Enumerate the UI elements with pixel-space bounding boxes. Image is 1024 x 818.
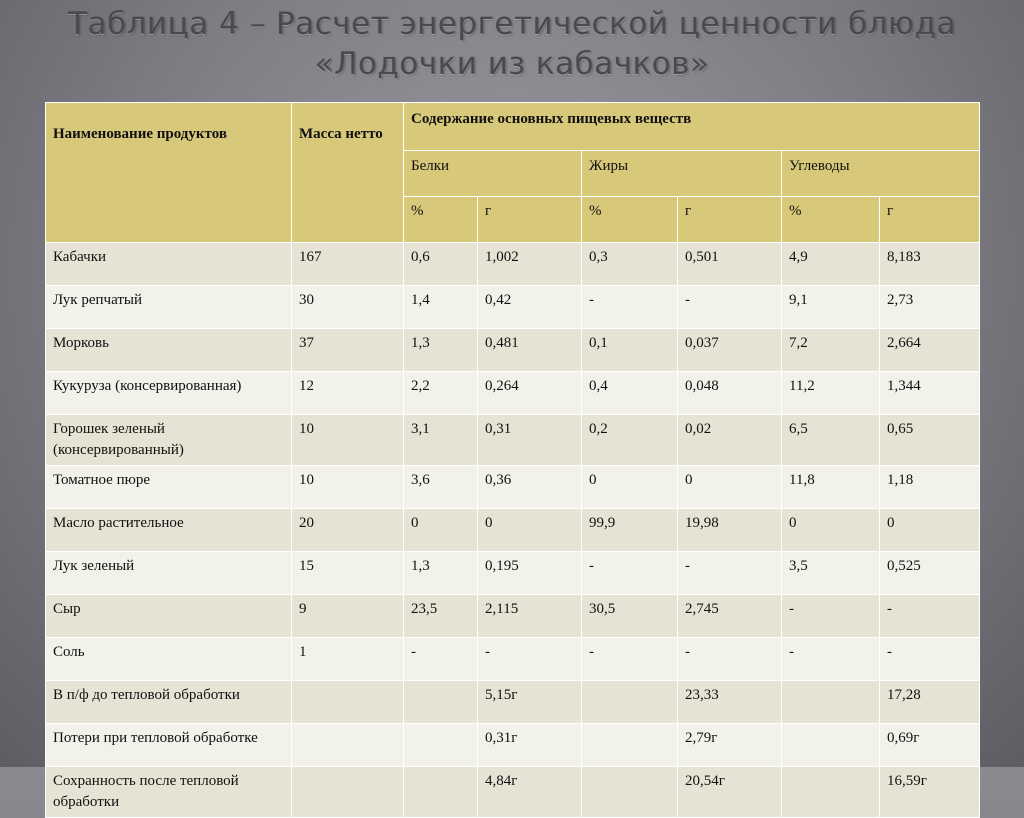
table-row [46, 595, 980, 638]
fats-pct-cell: 0,4 [582, 372, 678, 415]
product-name-cell: В п/ф до тепловой обработки [46, 681, 292, 724]
product-name-cell: Морковь [46, 329, 292, 372]
proteins-pct-cell: 23,5 [404, 595, 478, 638]
fats-g-cell: 23,33 [678, 681, 782, 724]
product-name-cell: Лук репчатый [46, 286, 292, 329]
energy-value-table [45, 102, 979, 810]
carbs-pct-cell [782, 724, 880, 767]
fats-pct-cell [582, 767, 678, 818]
header-proteins-g: г [478, 197, 582, 243]
carbs-pct-cell: 11,8 [782, 466, 880, 509]
carbs-g-cell: - [880, 638, 980, 681]
table-row [46, 681, 980, 724]
carbs-g-cell: - [880, 595, 980, 638]
proteins-pct-cell: 1,3 [404, 552, 478, 595]
carbs-g-cell: 1,344 [880, 372, 980, 415]
fats-g-cell: 0,037 [678, 329, 782, 372]
proteins-g-cell: 0,31г [478, 724, 582, 767]
carbs-pct-cell: 6,5 [782, 415, 880, 466]
title-line-2: «Лодочки из кабачков» [314, 46, 710, 82]
net-mass-cell: 12 [292, 372, 404, 415]
net-mass-cell: 10 [292, 415, 404, 466]
table-row [46, 466, 980, 509]
header-proteins-pct: % [404, 197, 478, 243]
fats-pct-cell: 0,2 [582, 415, 678, 466]
fats-pct-cell: - [582, 286, 678, 329]
proteins-g-cell: 0,195 [478, 552, 582, 595]
net-mass-cell: 37 [292, 329, 404, 372]
carbs-pct-cell: - [782, 638, 880, 681]
header-carbs-g: г [880, 197, 980, 243]
proteins-g-cell: 0,36 [478, 466, 582, 509]
net-mass-cell: 30 [292, 286, 404, 329]
proteins-pct-cell [404, 681, 478, 724]
proteins-g-cell: 0,264 [478, 372, 582, 415]
carbs-pct-cell: 3,5 [782, 552, 880, 595]
proteins-pct-cell: 2,2 [404, 372, 478, 415]
net-mass-cell: 9 [292, 595, 404, 638]
carbs-pct-cell: 9,1 [782, 286, 880, 329]
fats-g-cell: 2,745 [678, 595, 782, 638]
fats-pct-cell: 0,3 [582, 243, 678, 286]
header-product-name: Наименование продуктов [46, 103, 292, 243]
fats-g-cell: 20,54г [678, 767, 782, 818]
carbs-pct-cell: 11,2 [782, 372, 880, 415]
fats-g-cell: 0,501 [678, 243, 782, 286]
table-row [46, 372, 980, 415]
table-row [46, 329, 980, 372]
product-name-cell: Масло растительное [46, 509, 292, 552]
fats-pct-cell: 99,9 [582, 509, 678, 552]
proteins-g-cell: 4,84г [478, 767, 582, 818]
net-mass-cell [292, 724, 404, 767]
table-body [46, 243, 980, 818]
table-row [46, 509, 980, 552]
fats-pct-cell: - [582, 552, 678, 595]
net-mass-cell: 1 [292, 638, 404, 681]
carbs-pct-cell [782, 681, 880, 724]
table-row [46, 415, 980, 466]
fats-pct-cell: 0 [582, 466, 678, 509]
proteins-pct-cell: 0 [404, 509, 478, 552]
net-mass-cell: 15 [292, 552, 404, 595]
proteins-g-cell: 5,15г [478, 681, 582, 724]
carbs-g-cell: 17,28 [880, 681, 980, 724]
header-proteins: Белки [404, 150, 582, 197]
fats-pct-cell: 0,1 [582, 329, 678, 372]
fats-g-cell: 0,048 [678, 372, 782, 415]
table-row [46, 724, 980, 767]
header-fats: Жиры [582, 150, 782, 197]
carbs-g-cell: 2,664 [880, 329, 980, 372]
header-carbs-pct: % [782, 197, 880, 243]
header-fats-pct: % [582, 197, 678, 243]
proteins-pct-cell: 3,1 [404, 415, 478, 466]
net-mass-cell: 20 [292, 509, 404, 552]
header-net-mass: Масса нетто [292, 103, 404, 243]
proteins-pct-cell: 0,6 [404, 243, 478, 286]
carbs-g-cell: 0,69г [880, 724, 980, 767]
carbs-g-cell: 16,59г [880, 767, 980, 818]
table-row [46, 767, 980, 818]
proteins-g-cell: 1,002 [478, 243, 582, 286]
proteins-g-cell: 0,31 [478, 415, 582, 466]
product-name-cell: Томатное пюре [46, 466, 292, 509]
proteins-pct-cell: - [404, 638, 478, 681]
proteins-pct-cell [404, 767, 478, 818]
table-row [46, 243, 980, 286]
product-name-cell: Кукуруза (консервированная) [46, 372, 292, 415]
product-name-cell: Горошек зеленый (консервированный) [46, 415, 292, 466]
product-name-cell: Соль [46, 638, 292, 681]
proteins-pct-cell: 1,3 [404, 329, 478, 372]
carbs-g-cell: 0,525 [880, 552, 980, 595]
net-mass-cell: 10 [292, 466, 404, 509]
slide-title [0, 4, 1024, 84]
carbs-pct-cell: 4,9 [782, 243, 880, 286]
fats-g-cell: - [678, 286, 782, 329]
product-name-cell: Потери при тепловой обработке [46, 724, 292, 767]
fats-g-cell: 2,79г [678, 724, 782, 767]
carbs-g-cell: 1,18 [880, 466, 980, 509]
proteins-g-cell: - [478, 638, 582, 681]
fats-pct-cell: 30,5 [582, 595, 678, 638]
carbs-pct-cell: 0 [782, 509, 880, 552]
product-name-cell: Кабачки [46, 243, 292, 286]
fats-g-cell: 0,02 [678, 415, 782, 466]
proteins-pct-cell [404, 724, 478, 767]
proteins-g-cell: 0,42 [478, 286, 582, 329]
fats-g-cell: 0 [678, 466, 782, 509]
header-fats-g: г [678, 197, 782, 243]
proteins-g-cell: 0,481 [478, 329, 582, 372]
fats-pct-cell [582, 681, 678, 724]
carbs-g-cell: 2,73 [880, 286, 980, 329]
fats-pct-cell [582, 724, 678, 767]
net-mass-cell [292, 681, 404, 724]
table-row [46, 286, 980, 329]
carbs-g-cell: 0,65 [880, 415, 980, 466]
net-mass-cell: 167 [292, 243, 404, 286]
carbs-g-cell: 8,183 [880, 243, 980, 286]
product-name-cell: Сыр [46, 595, 292, 638]
table-row [46, 638, 980, 681]
net-mass-cell [292, 767, 404, 818]
fats-g-cell: 19,98 [678, 509, 782, 552]
carbs-pct-cell [782, 767, 880, 818]
product-name-cell: Сохранность после тепловой обработки [46, 767, 292, 818]
fats-pct-cell: - [582, 638, 678, 681]
header-nutrients: Содержание основных пищевых веществ [404, 103, 980, 151]
fats-g-cell: - [678, 552, 782, 595]
carbs-pct-cell: - [782, 595, 880, 638]
carbs-g-cell: 0 [880, 509, 980, 552]
carbs-pct-cell: 7,2 [782, 329, 880, 372]
fats-g-cell: - [678, 638, 782, 681]
proteins-pct-cell: 3,6 [404, 466, 478, 509]
table-row [46, 552, 980, 595]
title-line-1: Таблица 4 – Расчет энергетической ценности блюда [68, 6, 956, 42]
proteins-pct-cell: 1,4 [404, 286, 478, 329]
proteins-g-cell: 0 [478, 509, 582, 552]
product-name-cell: Лук зеленый [46, 552, 292, 595]
header-carbs: Углеводы [782, 150, 980, 197]
proteins-g-cell: 2,115 [478, 595, 582, 638]
